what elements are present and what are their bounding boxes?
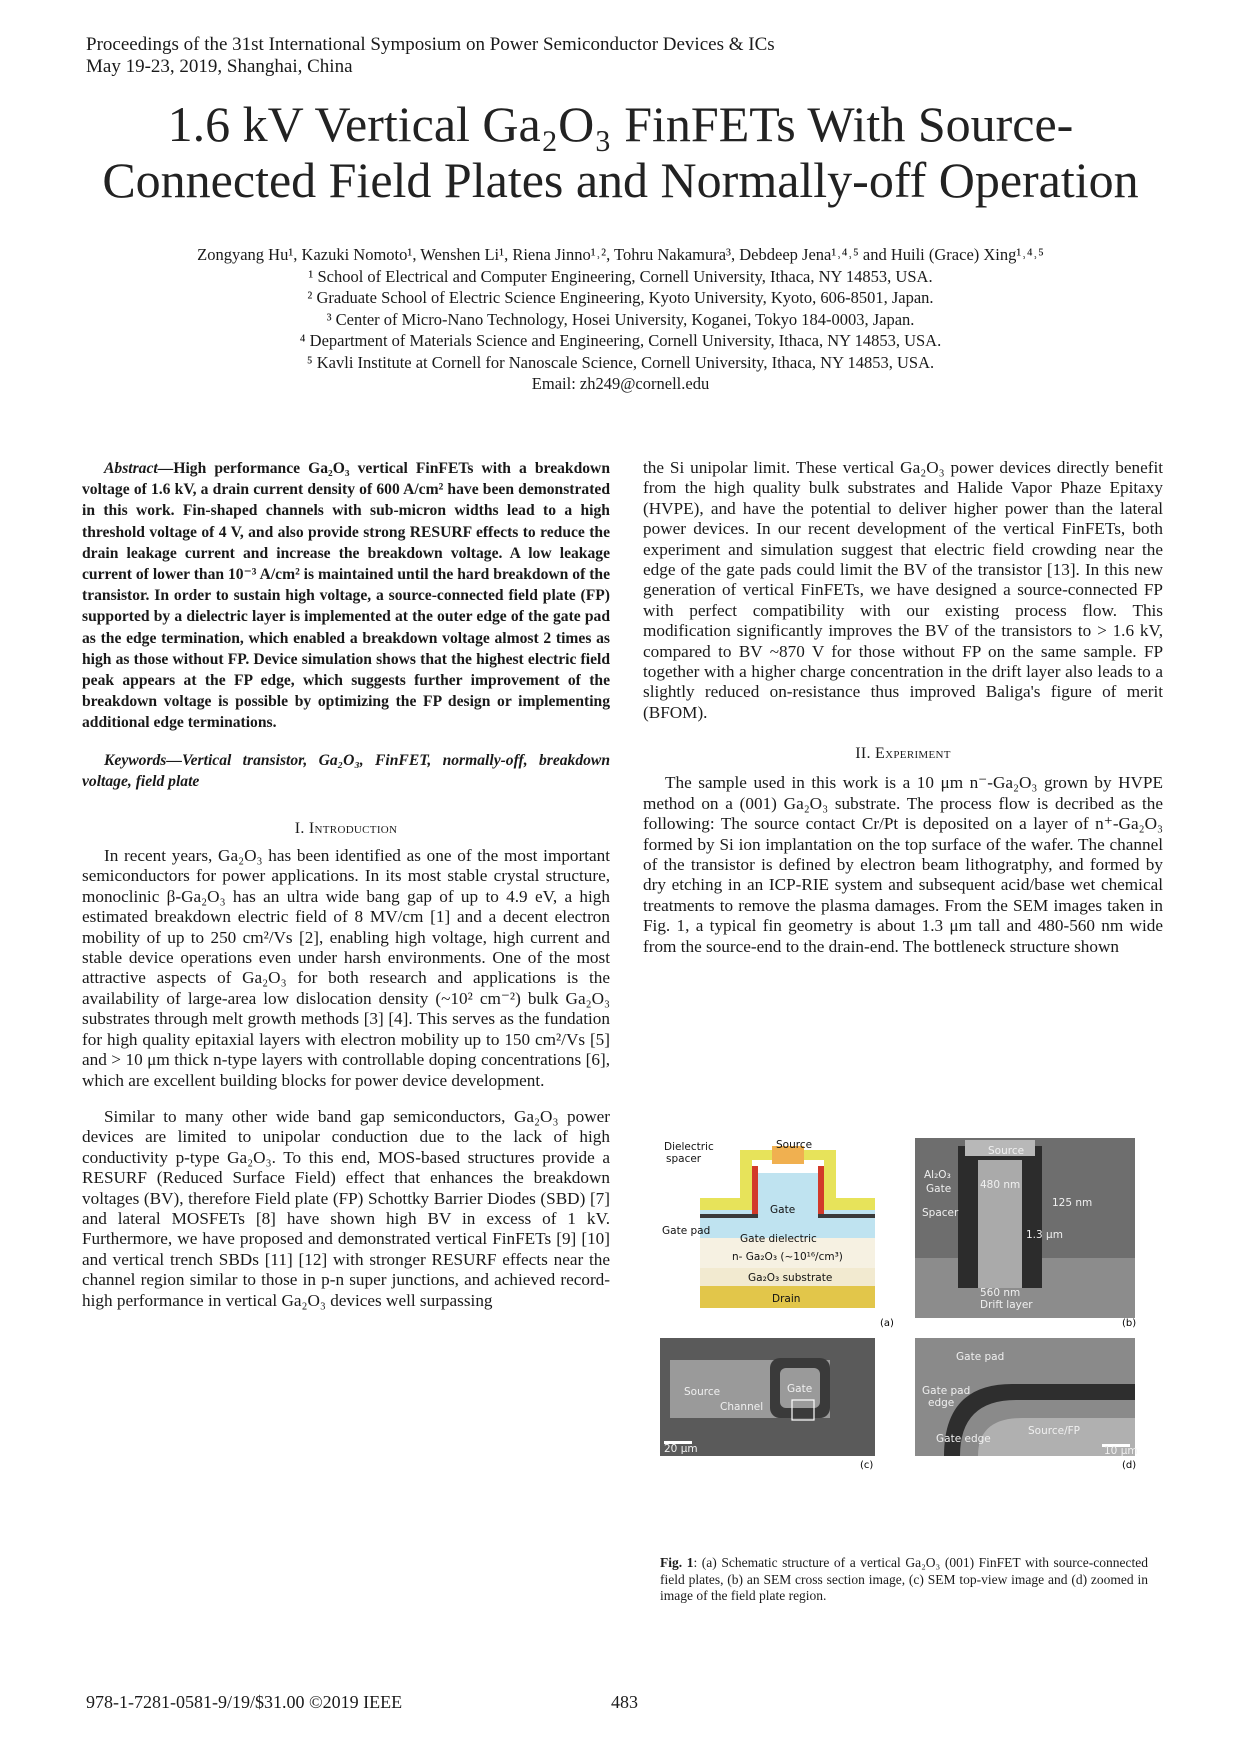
panel-label-b: (b) bbox=[1122, 1318, 1137, 1329]
sem-d-label-scale: 10 μm bbox=[1104, 1445, 1138, 1457]
sem-b-label-source: Source bbox=[988, 1145, 1025, 1157]
affiliation-5: ⁵ Kavli Institute at Cornell for Nanoscale Science, Cornell University, Ithaca, NY 14853, USA. bbox=[306, 352, 935, 372]
sem-c-label-source: Source bbox=[684, 1386, 721, 1398]
sem-b-label-gate: Gate bbox=[926, 1183, 952, 1195]
label-drift: n- Ga₂O₃ (~10¹⁶/cm³) bbox=[732, 1251, 843, 1263]
figure-1-caption bbox=[660, 1555, 1148, 1605]
label-source: Source bbox=[776, 1139, 813, 1151]
figure-1-graphic bbox=[660, 1138, 1140, 1528]
proceedings-line: Proceedings of the 31st International Symposium on Power Semiconductor Devices & ICs bbox=[86, 34, 775, 55]
gate-right bbox=[818, 1166, 824, 1214]
left-column bbox=[82, 458, 610, 1311]
affiliation-1: ¹ School of Electrical and Computer Engineering, Cornell University, Ithaca, NY 14853, USA. bbox=[308, 266, 933, 286]
intro-paragraph-2: Similar to many other wide band gap semiconductors, Ga₂O₃ power devices are limited to unipolar conduction due to the lack of high conductivity p-type Ga₂O₃. To this end, MOS-based structures provide a RESURF (Reduced Surface Field) effect that enhances the breakdown voltages (BV), therefore Field plate (FP) Schottky Barrier Diodes (SBD) [7] and lateral MOSFETs [8] have shown high BV in excess of 1 kV. Furthermore, we have proposed and demonstrated vertical FinFETs [9] [10] and vertical trench SBDs [11] [12] with stronger RESURF effects near the channel region similar to those in p-n super junctions, and achieved record-high performance in vertical Ga₂O₃ devices well surpassing bbox=[82, 1106, 610, 1310]
experiment-heading: II. Experiment bbox=[855, 745, 951, 763]
sem-c-label-scale: 20 μm bbox=[664, 1443, 698, 1455]
gate-left bbox=[752, 1166, 758, 1214]
affiliation-4: ⁴ Department of Materials Science and Engineering, Cornell University, Ithaca, NY 14853, USA. bbox=[299, 331, 942, 350]
panel-d-sem-zoom bbox=[915, 1338, 1138, 1471]
author-names: Zongyang Hu¹, Kazuki Nomoto¹, Wenshen Li¹, Riena Jinno¹˒², Tohru Nakamura³, Debdeep Jena¹˒⁴˒⁵ and Huili (Grace) Xing¹˒⁴˒⁵ bbox=[197, 245, 1044, 264]
sem-c-label-channel: Channel bbox=[720, 1401, 764, 1413]
abstract-label: Abstract— bbox=[104, 460, 174, 477]
figure-1 bbox=[660, 1138, 1140, 1528]
conference-date-line: May 19-23, 2019, Shanghai, China bbox=[86, 56, 353, 77]
intro-heading: I. Introduction bbox=[294, 820, 398, 838]
keywords bbox=[82, 750, 610, 792]
gate-pad-left bbox=[700, 1214, 758, 1218]
sem-d-label-gate-pad-edge-1: Gate pad bbox=[922, 1385, 971, 1397]
footer-isbn: 978-1-7281-0581-9/19/$31.00 ©2019 IEEE bbox=[86, 1692, 403, 1712]
sem-d-label-gate-pad: Gate pad bbox=[956, 1351, 1005, 1363]
sem-b-label-480nm: 480 nm bbox=[980, 1179, 1021, 1191]
figure-caption-label: Fig. 1 bbox=[660, 1555, 694, 1570]
panel-label-c: (c) bbox=[860, 1460, 874, 1471]
panel-b-sem-cross-section bbox=[915, 1138, 1136, 1329]
figure-caption-text: : (a) Schematic structure of a vertical Ga₂O₃ (001) FinFET with source-connected field plates, (b) an SEM cross section image, (c) SEM top-view image and (d) zoomed in image of the field plate region. bbox=[660, 1555, 1149, 1603]
paper-title-line1: 1.6 kV Vertical Ga₂O₃ FinFETs With Source- bbox=[167, 96, 1074, 152]
right-paragraph-1: the Si unipolar limit. These vertical Ga₂O₃ power devices directly benefit from the high quality bulk substrates and Halide Vapor Phaze Epitaxy (HVPE), and have the potential to deliver higher power than the lateral power devices. In our recent development of the vertical FinFETs, both experiment and simulation suggest that electric field crowding near the edge of the gate pads could limit the BV of the transistor [13]. In this new generation of vertical FinFETs, we have designed a source-connected FP with perfect compatibility with our existing process flow. This modification significantly improves the BV of the transistors to > 1.6 kV, compared to BV ~870 V for those without FP on the same sample. FP together with a higher charge concentration in the drift layer also leads to a slightly reduced on-resistance thus improved Baliga's figure of merit (BFOM). bbox=[643, 458, 1163, 722]
experiment-paragraph: The sample used in this work is a 10 μm n⁻-Ga₂O₃ grown by HVPE method on a (001) Ga₂O₃ substrate. The process flow is decribed as the following: The source contact Cr/Pt is deposited on a layer of n⁺-Ga₂O₃ formed by Si ion implantation on the top surface of the wafer. The channel of the transistor is defined by electron beam lithogratphy, and formed by dry etching in an ICP-RIE system and subsequent acid/base wet chemical treatments to remove the plasma damages. From the SEM images taken in Fig. 1, a typical fin geometry is about 1.3 μm tall and 480-560 nm wide from the source-end to the drain-end. The bottleneck structure shown bbox=[643, 773, 1163, 956]
gate-pad-right bbox=[818, 1214, 875, 1218]
right-column bbox=[643, 458, 1163, 957]
label-drain: Drain bbox=[772, 1293, 801, 1305]
label-gate: Gate bbox=[770, 1204, 796, 1216]
label-spacer: spacer bbox=[666, 1153, 702, 1165]
label-gate-dielectric: Gate dielectric bbox=[740, 1233, 817, 1245]
sem-b-label-spacer: Spacer bbox=[922, 1207, 959, 1219]
sem-c-label-gate: Gate bbox=[787, 1383, 813, 1395]
keywords-text: Vertical transistor, Ga₂O₃, FinFET, normally-off, breakdown voltage, field plate bbox=[82, 751, 610, 790]
sem-b-label-125nm: 125 nm bbox=[1052, 1197, 1093, 1209]
keywords-label: Keywords— bbox=[104, 751, 182, 769]
sem-d-label-gate-pad-edge-2: edge bbox=[928, 1397, 955, 1409]
label-dielectric: Dielectric bbox=[664, 1141, 714, 1153]
sem-b-label-560nm: 560 nm bbox=[980, 1287, 1021, 1299]
author-email: Email: zh249@cornell.edu bbox=[531, 374, 710, 393]
sem-b-label-al2o3: Al₂O₃ bbox=[924, 1169, 951, 1181]
page-number: 483 bbox=[611, 1692, 638, 1712]
sem-b-label-1-3um: 1.3 μm bbox=[1026, 1229, 1063, 1241]
abstract bbox=[82, 458, 610, 734]
author-block bbox=[60, 244, 1181, 395]
panel-label-d: (d) bbox=[1122, 1460, 1137, 1471]
panel-label-a: (a) bbox=[880, 1318, 894, 1329]
sem-d-label-gate-edge: Gate edge bbox=[936, 1433, 991, 1445]
label-gate-pad: Gate pad bbox=[662, 1225, 711, 1237]
abstract-text: High performance Ga₂O₃ vertical FinFETs with a breakdown voltage of 1.6 kV, a drain current density of 600 A/cm² have been demonstrated in this work. Fin-shaped channels with sub-micron widths lead to a high threshold voltage of 4 V, and also provide strong RESURF effects to reduce the drain leakage current and increase the breakdown voltage. A low leakage current of lower than 10⁻³ A/cm² is maintained until the hard breakdown of the transistor. In order to sustain high voltage, a source-connected field plate (FP) supported by a dielectric layer is implemented at the outer edge of the gate pad as the edge termination, which enabled a breakdown voltage almost 2 times as high as those without FP. Device simulation shows that the highest electric field peak appears at the FP edge, which suggests further improvement of the breakdown voltage is possible by optimizing the FP design or implementing additional edge terminations. bbox=[82, 460, 610, 732]
affiliation-2: ² Graduate School of Electric Science Engineering, Kyoto University, Kyoto, 606-8501, Japan. bbox=[307, 288, 934, 307]
affiliation-3: ³ Center of Micro-Nano Technology, Hosei University, Koganei, Tokyo 184-0003, Japan. bbox=[326, 309, 915, 329]
label-substrate: Ga₂O₃ substrate bbox=[748, 1272, 833, 1284]
sem-d-label-source-fp: Source/FP bbox=[1028, 1425, 1080, 1437]
panel-a-schematic bbox=[662, 1139, 894, 1329]
paper-title-line2: Connected Field Plates and Normally-off Operation bbox=[102, 152, 1139, 208]
panel-c-sem-top-view bbox=[660, 1338, 875, 1471]
sem-b-label-drift: Drift layer bbox=[980, 1299, 1033, 1311]
intro-paragraph-1: In recent years, Ga₂O₃ has been identified as one of the most important semiconductors for power applications. In its most stable crystal structure, monoclinic β-Ga₂O₃ has an ultra wide bang gap of up to 4.9 eV, a high estimated breakdown electric field of 8 MV/cm [1] and a decent electron mobility of up to 250 cm²/Vs [2], enabling high voltage, high current and stable device operations even under harsh environments. One of the most attractive aspects of Ga₂O₃ for both research and applications is the availability of large-area low dislocation density (~10² cm⁻²) bulk Ga₂O₃ substrates through melt growth methods [3] [4]. This serves as the fundation for high quality epitaxial layers with electron mobility up to 150 cm²/Vs [5] and > 10 μm thick n-type layers with controllable doping concentrations [6], which are excellent building blocks for power device development. bbox=[82, 846, 610, 1090]
